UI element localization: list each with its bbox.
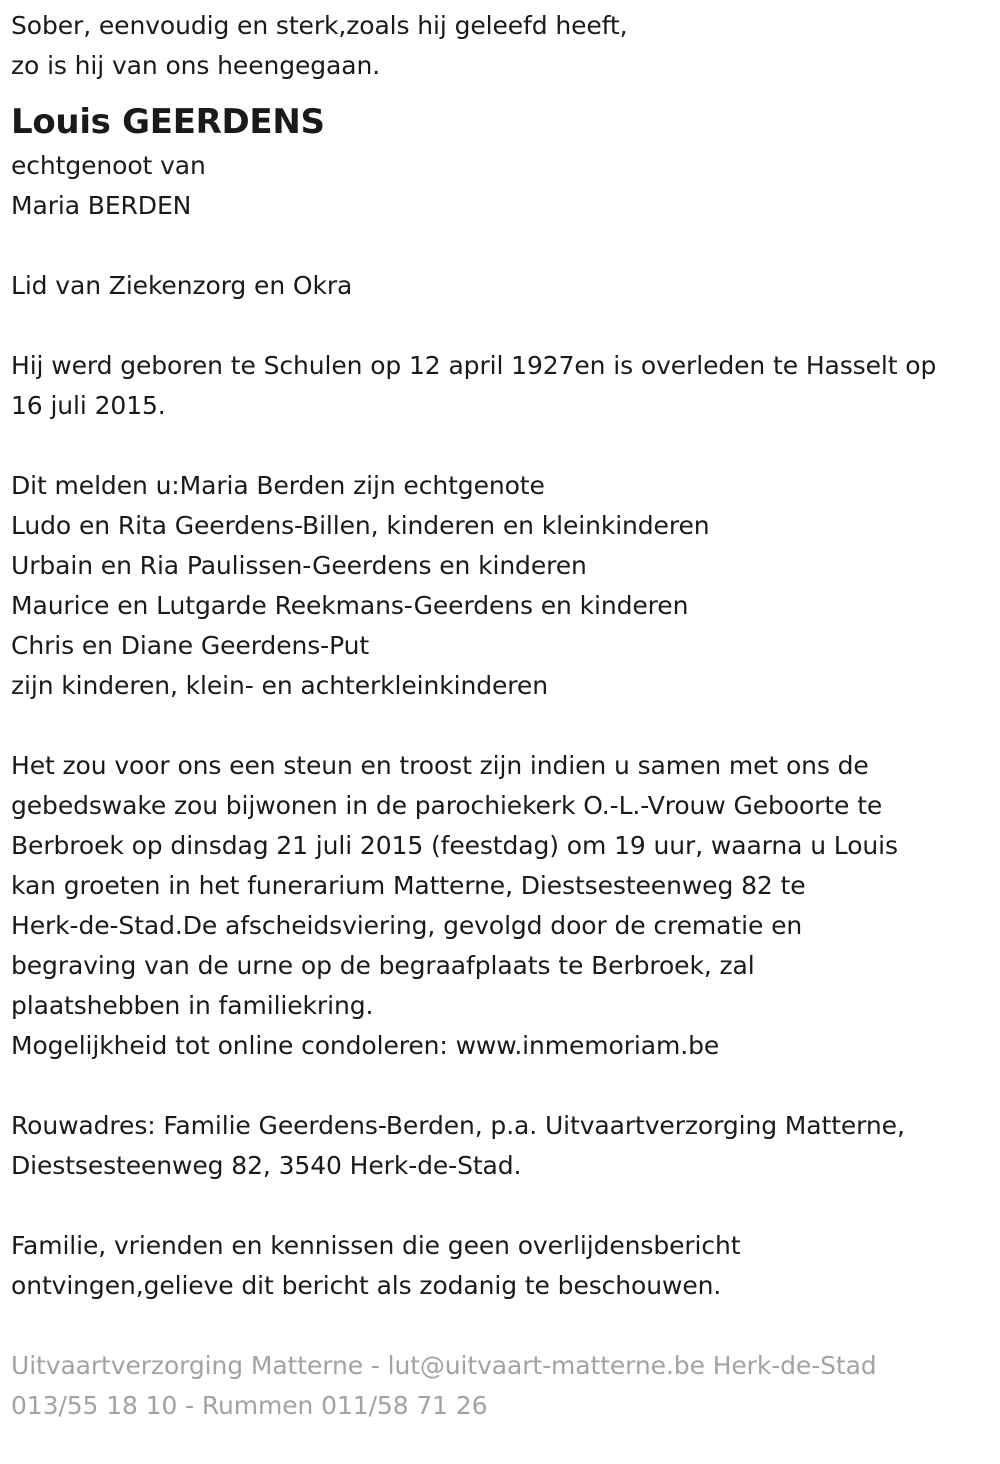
address-line: Diestsesteenweg 82, 3540 Herk-de-Stad. (11, 1151, 522, 1180)
notice-line: ontvingen,gelieve dit bericht als zodanig te beschouwen. (11, 1271, 722, 1300)
ceremony-line: kan groeten in het funerarium Matterne, Diestsesteenweg 82 te (11, 871, 806, 900)
spacer (11, 426, 996, 466)
footer-line: 013/55 18 10 - Rummen 011/58 71 26 (11, 1391, 488, 1420)
birth-death-line: 16 juli 2015. (11, 391, 166, 420)
membership-text: Lid van Ziekenzorg en Okra (11, 271, 353, 300)
spacer (11, 1306, 996, 1346)
spouse-block (11, 146, 996, 226)
announcers-list (11, 466, 996, 706)
online-condolence-line: Mogelijkheid tot online condoleren: www.inmemoriam.be (11, 1031, 720, 1060)
announcer-line: Ludo en Rita Geerdens-Billen, kinderen en kleinkinderen (11, 511, 710, 540)
ceremony-line: Herk-de-Stad.De afscheidsviering, gevolgd door de crematie en (11, 911, 803, 940)
footer-line: Uitvaartverzorging Matterne - lut@uitvaart-matterne.be Herk-de-Stad (11, 1351, 877, 1380)
ceremony-line: Berbroek op dinsdag 21 juli 2015 (feestdag) om 19 uur, waarna u Louis (11, 831, 898, 860)
intro-line: Sober, eenvoudig en sterk,zoals hij geleefd heeft, (11, 11, 628, 40)
spouse-relation: echtgenoot van (11, 151, 206, 180)
intro-line: zo is hij van ons heengegaan. (11, 51, 381, 80)
address-line: Rouwadres: Familie Geerdens-Berden, p.a. Uitvaartverzorging Matterne, (11, 1111, 905, 1140)
ceremony-line: begraving van de urne op de begraafplaats te Berbroek, zal (11, 951, 755, 980)
intro-verse (11, 6, 996, 86)
ceremony-line: plaatshebben in familiekring. (11, 991, 374, 1020)
spacer (11, 306, 996, 346)
birth-death-line: Hij werd geboren te Schulen op 12 april 1927en is overleden te Hasselt op (11, 351, 937, 380)
announcer-line: Urbain en Ria Paulissen-Geerdens en kinderen (11, 551, 587, 580)
mourning-address (11, 1106, 996, 1186)
notice-line: Familie, vrienden en kennissen die geen overlijdensbericht (11, 1231, 741, 1260)
spacer (11, 706, 996, 746)
ceremony-line: gebedswake zou bijwonen in de parochiekerk O.-L.-Vrouw Geboorte te (11, 791, 883, 820)
funeral-home-footer (11, 1346, 996, 1426)
birth-death-paragraph (11, 346, 996, 426)
spacer (11, 1186, 996, 1226)
announcer-line: Dit melden u:Maria Berden zijn echtgenote (11, 471, 545, 500)
deceased-name: Louis GEERDENS (11, 102, 325, 142)
spacer (11, 1066, 996, 1106)
announcer-line: zijn kinderen, klein- en achterkleinkinderen (11, 671, 548, 700)
announcer-line: Chris en Diane Geerdens-Put (11, 631, 370, 660)
announcer-line: Maurice en Lutgarde Reekmans-Geerdens en kinderen (11, 591, 689, 620)
ceremony-line: Het zou voor ons een steun en troost zijn indien u samen met ons de (11, 751, 869, 780)
obituary-document (11, 6, 996, 1426)
ceremony-paragraph (11, 746, 996, 1066)
notice-paragraph (11, 1226, 996, 1306)
spacer (11, 226, 996, 266)
spouse-name: Maria BERDEN (11, 191, 192, 220)
